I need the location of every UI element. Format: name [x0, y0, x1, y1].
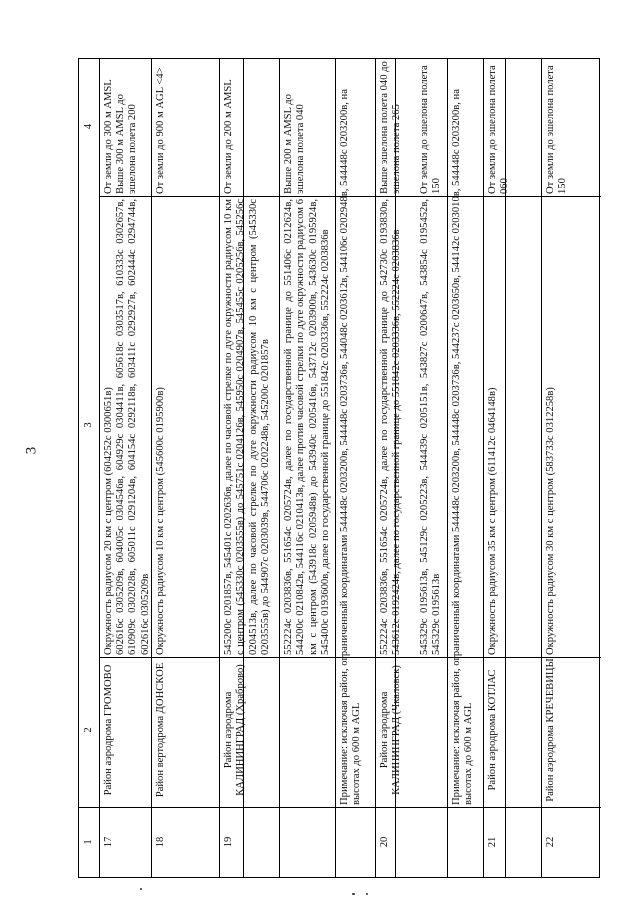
- row-place: Район аэродрома КОТЛАС: [487, 669, 498, 791]
- airspace-table: [78, 58, 600, 878]
- area-description: 545200с 0201857в, 545401с 0202636в, далее по часовой стрелке по дуге окружности радиусом 10 км с центром (545330с 0203555в) до 545751с 0204126в, 545950с 0204907в, 545455с 0205256в, 545256с 0204513в, далее по часовой стрелке по дуге окружности радиусом 10 км с центром (545330с 0203555в) до 544907с 0203039в, 544706с 0202248в, 545200с 0201857в: [223, 199, 272, 655]
- row-number: 20: [379, 836, 390, 848]
- altitude-limit: Выше 300 м AMSL до эшелона полета 200: [115, 94, 139, 194]
- area-description: Окружность радиусом 35 км с центром (611412с 0464148в): [487, 387, 498, 655]
- col-divider: [219, 59, 220, 877]
- altitude-limit: От земли до 300 м AMSL: [103, 79, 114, 194]
- scan-speck: [140, 888, 142, 890]
- row-note: Примечание: исключая район, ограниченный координатами 544448с 0203200в, 544448с 0203736в, 544048с 0203612в, 544106с 0202948в, 544448с 0203200в, на высотах до 600 м AGL: [339, 89, 363, 805]
- col-divider: [447, 59, 448, 877]
- altitude-limit: От земли до эшелона полета 150: [419, 65, 443, 194]
- col-divider: [375, 59, 376, 877]
- altitude-limit: Выше эшелона полета 040 до эшелона полета 265: [379, 61, 403, 194]
- row-note: Примечание: исключая район, ограниченный координатами 544448с 0203200в, 544448с 0203736в, 544237с 0203650в, 544142с 0203010в, 544448с 0203200в, на высотах до 600 м AGL: [451, 89, 475, 805]
- area-description: Окружность радиусом 20 км с центром (604252с 0300651в): [103, 387, 114, 655]
- col-divider: [335, 59, 336, 877]
- area-description: 552224с 0203836в, 551654с 0205724в, далее по государственной границе до 551406с 0212624в, 544200с 0210842в, 544116с 0210413в, далее против часовой стрелки по дуге окружности радиусом 6 км с центром (543918с 0205948в) до 543940с 0205416в, 543712с 0203900в, 543630с 0195924в, 545400с 0193600в, далее по государственной границе до 551842с 0203336в, 552224с 0203836в: [283, 199, 332, 655]
- row-number: 21: [487, 836, 498, 848]
- col-divider: [99, 59, 100, 877]
- area-description: 545329с 0195613в, 545129с 0205223в, 544439с 0205151в, 543827с 0200647в, 543854с 0195452в, 545329с 0195613в: [419, 199, 443, 655]
- altitude-limit: Выше 200 м AMSL до эшелона полета 040: [283, 94, 307, 194]
- altitude-limit: От земли до 900 м AGL <4>: [155, 67, 166, 194]
- row-place: Район аэродрома ГРОМОВО: [103, 664, 114, 796]
- area-description: Окружность радиусом 30 км с центром (583733с 0312258в): [545, 387, 556, 655]
- area-description: 552224с 0203836в, 551654с 0205724в, далее по государственной границе до 542730с 0193830в, 543612с 0192424в, далее по государственной границе до 551842с 0203336в, 552224с 0203836в: [379, 199, 403, 655]
- altitude-limit: От земли до эшелона полета 060: [487, 65, 511, 194]
- area-description: 602616с 0305209в, 604005с 0304546в, 604929с 0304411в, 605618с 0303517в, 610333с 0302657в, 610909с 0302028в, 605011с 0291204в, 604154с 0292118в, 603411с 0292927в, 602444с 0294744в, 602616с 0305209в: [115, 199, 151, 655]
- altitude-limit: От земли до 200 м AMSL: [223, 79, 234, 194]
- row-number: 17: [103, 836, 114, 848]
- altitude-limit: От земли до эшелона полета 150: [545, 65, 569, 194]
- field-divider: [79, 807, 601, 808]
- row-place: Район вертодрома ДОНСКОЕ: [155, 662, 166, 798]
- row-place: Район аэродрома КРЕЧЕВИЦЫ: [545, 658, 556, 802]
- header-3: 3: [83, 422, 94, 428]
- scan-speck: [366, 893, 368, 895]
- col-divider: [279, 59, 280, 877]
- area-description: Окружность радиусом 10 км с центром (545600с 0195900в): [155, 387, 166, 655]
- scan-speck: [352, 893, 355, 895]
- col-divider: [483, 59, 484, 877]
- row-number: 22: [545, 836, 556, 848]
- header-1: 1: [83, 839, 94, 845]
- col-divider: [541, 59, 542, 877]
- row-place: Район аэродрома КАЛИНИНГРАД (Чкаловск): [379, 665, 403, 795]
- header-2: 2: [83, 727, 94, 733]
- page-number: 3: [23, 446, 40, 455]
- row-number: 19: [223, 836, 234, 848]
- row-number: 18: [155, 836, 166, 848]
- header-4: 4: [83, 123, 94, 130]
- row-place: Район аэродрома КАЛИНИНГРАД (Храброво): [223, 664, 247, 796]
